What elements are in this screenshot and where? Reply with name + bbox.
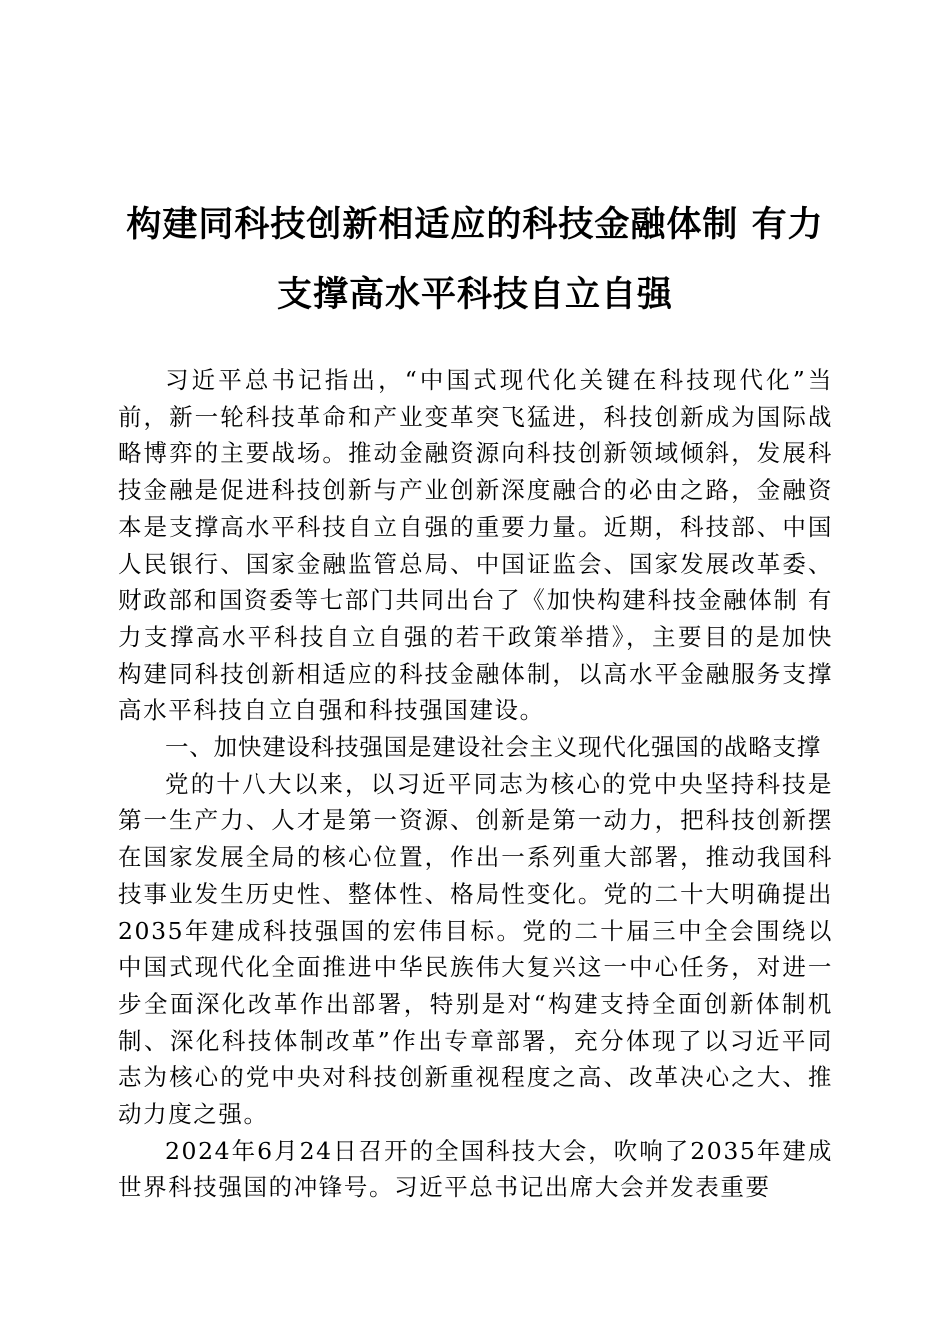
paragraph-intro: 习近平总书记指出，“中国式现代化关键在科技现代化”当前，新一轮科技革命和产业变革突飞猛进，科技创新成为国际战略博弈的主要战场。推动金融资源向科技创新领域倾斜，发展科技金融是促进科技创新与产业创新深度融合的必由之路，金融资本是支撑高水平科技自立自强的重要力量。近期，科技部、中国人民银行、国家金融监管总局、中国证监会、国家发展改革委、财政部和国资委等七部门共同出台了《加快构建科技金融体制 有力支撑高水平科技自立自强的若干政策举措》，主要目的是加快构建同科技创新相适应的科技金融体制，以高水平金融服务支撑高水平科技自立自强和科技强国建设。 — [118, 366, 833, 725]
document-body — [118, 362, 833, 1206]
paragraph-section-1-body: 党的十八大以来，以习近平同志为核心的党中央坚持科技是第一生产力、人才是第一资源、创新是第一动力，把科技创新摆在国家发展全局的核心位置，作出一系列重大部署，推动我国科技事业发生历史性、整体性、格局性变化。党的二十大明确提出2035年建成科技强国的宏伟目标。党的二十届三中全会围绕以中国式现代化全面推进中华民族伟大复兴这一中心任务，对进一步全面深化改革作出部署，特别是对“构建支持全面创新体制机制、深化科技体制改革”作出专章部署，充分体现了以习近平同志为核心的党中央对科技创新重视程度之高、改革决心之大、推动力度之强。 — [118, 769, 833, 1129]
title-line-2: 支撑高水平科技自立自强 — [276, 274, 673, 315]
section-heading-1: 一、加快建设科技强国是建设社会主义现代化强国的战略支撑 — [165, 733, 822, 762]
title-line-1: 构建同科技创新相适应的科技金融体制 有力 — [126, 204, 824, 245]
paragraph-conference: 2024年6月24日召开的全国科技大会，吹响了2035年建成世界科技强国的冲锋号。习近平总书记出席大会并发表重要 — [118, 1136, 833, 1202]
document-title — [100, 190, 850, 330]
